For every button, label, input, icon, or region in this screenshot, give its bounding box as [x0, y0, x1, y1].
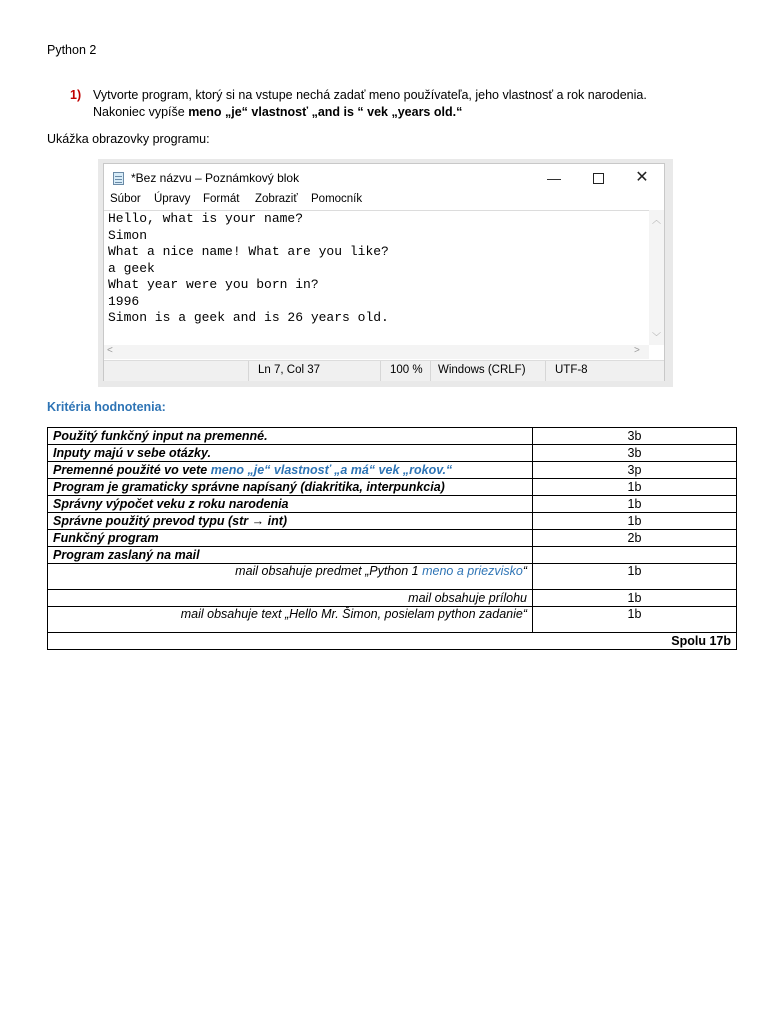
criterion-points: [533, 547, 737, 564]
text-line: Simon is a geek and is 26 years old.: [108, 310, 389, 325]
text-line: 1996: [108, 294, 140, 309]
notepad-text-area[interactable]: [104, 210, 649, 346]
status-cursor-position: Ln 7, Col 37: [258, 364, 321, 376]
scroll-up-icon[interactable]: ︿: [652, 215, 662, 225]
criterion-label-prefix: Premenné použité vo vete: [53, 462, 211, 477]
text-line: What year were you born in?: [108, 277, 319, 292]
question-text-line1: Vytvorte program, ktorý si na vstupe nechá zadať meno používateľa, jeho vlastnosť a rok narodenia.: [93, 88, 647, 102]
sample-label: Ukážka obrazovky programu:: [47, 132, 210, 146]
criterion-points: 1b: [533, 590, 737, 607]
menu-subor[interactable]: Súbor: [110, 193, 141, 205]
table-row: [48, 445, 737, 462]
text-line: Hello, what is your name?: [108, 211, 304, 226]
text-line: What a nice name! What are you like?: [108, 244, 389, 259]
criterion-label-prefix: mail obsahuje predmet „Python 1: [235, 564, 423, 578]
table-row: [48, 633, 737, 650]
text-line: Simon: [108, 228, 148, 243]
menu-format[interactable]: Formát: [203, 193, 240, 205]
criterion-points: 1b: [533, 607, 737, 633]
notepad-menubar: [104, 192, 664, 210]
notepad-statusbar: [104, 360, 664, 381]
question-number: 1): [70, 88, 82, 102]
scroll-right-icon[interactable]: >: [634, 345, 640, 356]
notepad-window: [103, 163, 665, 381]
table-row: [48, 530, 737, 547]
criterion-label: Inputy majú v sebe otázky.: [48, 445, 533, 462]
criterion-points: 1b: [533, 564, 737, 590]
question-line2-bold: meno „je“ vlastnosť „and is “ vek „years old.“: [188, 105, 463, 119]
vertical-scrollbar[interactable]: [649, 210, 664, 345]
table-row: [48, 428, 737, 445]
criterion-label: mail obsahuje text „Hello Mr. Šimon, posielam python zadanie“: [48, 607, 533, 633]
criterion-label-highlight: meno „je“ vlastnosť „a má“ vek „rokov.“: [210, 462, 453, 477]
criterion-label: mail obsahuje prílohu: [48, 590, 533, 607]
maximize-icon[interactable]: [578, 167, 618, 189]
criterion-points: 3p: [533, 462, 737, 479]
criterion-points: 1b: [533, 513, 737, 530]
status-encoding: UTF-8: [555, 364, 588, 376]
question-line2-prefix: Nakoniec vypíše: [93, 105, 189, 119]
criterion-label: Správny výpočet veku z roku narodenia: [48, 496, 533, 513]
scroll-left-icon[interactable]: <: [107, 345, 113, 356]
criterion-label: Funkčný program: [48, 530, 533, 547]
close-icon[interactable]: ✕: [635, 169, 649, 186]
criterion-label: Program zaslaný na mail: [48, 547, 533, 564]
criterion-label-highlight: meno a priezvisko: [422, 564, 523, 578]
menu-pomocnik[interactable]: Pomocník: [311, 193, 363, 205]
criterion-points: 2b: [533, 530, 737, 547]
table-row: [48, 513, 737, 530]
menu-zobrazit[interactable]: Zobraziť: [255, 193, 298, 205]
status-divider: [380, 361, 381, 381]
table-row: [48, 564, 737, 590]
question-text-line2: [93, 105, 462, 119]
table-row: [48, 462, 737, 479]
status-divider: [430, 361, 431, 381]
criterion-points: 1b: [533, 496, 737, 513]
notepad-title: *Bez názvu – Poznámkový blok: [131, 171, 300, 185]
status-divider: [545, 361, 546, 381]
table-row: [48, 590, 737, 607]
table-row: [48, 496, 737, 513]
notepad-titlebar: [104, 164, 664, 192]
criterion-points: 3b: [533, 428, 737, 445]
status-divider: [248, 361, 249, 381]
criterion-label: Správne použitý prevod typu (str → int): [48, 513, 533, 530]
status-zoom: 100 %: [390, 364, 423, 376]
document-title: Python 2: [47, 43, 97, 57]
criterion-points: 1b: [533, 479, 737, 496]
criterion-label: Použitý funkčný input na premenné.: [48, 428, 533, 445]
criteria-total: Spolu 17b: [48, 633, 737, 650]
menu-upravy[interactable]: Úpravy: [154, 193, 191, 205]
status-line-ending: Windows (CRLF): [438, 364, 526, 376]
minimize-icon[interactable]: —: [547, 170, 561, 186]
table-row: [48, 479, 737, 496]
criteria-table: [47, 427, 737, 650]
scroll-down-icon[interactable]: ﹀: [652, 332, 662, 342]
notepad-app-icon: [113, 172, 124, 185]
criterion-label: Program je gramaticky správne napísaný (diakritika, interpunkcia): [48, 479, 533, 496]
criterion-label: [48, 462, 533, 479]
table-row: [48, 547, 737, 564]
criterion-points: 3b: [533, 445, 737, 462]
text-line: a geek: [108, 261, 155, 276]
table-row: [48, 607, 737, 633]
criteria-title: Kritéria hodnotenia:: [47, 400, 166, 414]
criterion-label: [48, 564, 533, 590]
criterion-label-suffix: “: [522, 564, 527, 578]
horizontal-scrollbar[interactable]: [104, 345, 649, 359]
